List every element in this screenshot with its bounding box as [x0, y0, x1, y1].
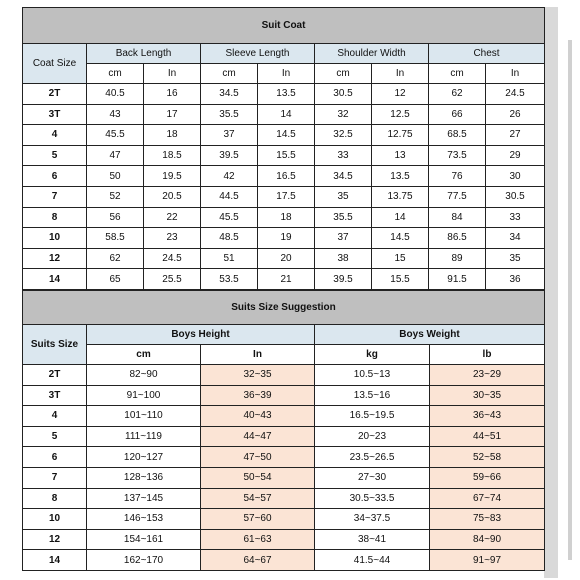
suits-size-cell: 7 — [23, 467, 87, 488]
coat-value-cell: 16.5 — [258, 166, 315, 187]
suits-size-table — [22, 290, 545, 571]
suits-value-cell: 64~67 — [201, 550, 315, 571]
suits-table-row — [23, 364, 545, 385]
coat-value-cell: 17.5 — [258, 186, 315, 207]
coat-value-cell: 36 — [486, 269, 545, 290]
coat-value-cell: 84 — [429, 207, 486, 228]
suits-value-cell: 16.5~19.5 — [315, 406, 430, 427]
coat-table-row — [23, 269, 545, 290]
coat-value-cell: 86.5 — [429, 228, 486, 249]
suits-table-row — [23, 447, 545, 468]
suits-value-cell: 82~90 — [87, 364, 201, 385]
suits-size-cell: 14 — [23, 550, 87, 571]
coat-value-cell: 39.5 — [315, 269, 372, 290]
suits-value-cell: 40~43 — [201, 406, 315, 427]
coat-size-cell: 3T — [23, 104, 87, 125]
suits-value-cell: 23~29 — [430, 364, 545, 385]
coat-value-cell: 37 — [315, 228, 372, 249]
coat-unit-header: cm — [315, 64, 372, 84]
coat-table-row — [23, 228, 545, 249]
coat-value-cell: 91.5 — [429, 269, 486, 290]
suits-table-row — [23, 406, 545, 427]
suits-value-cell: 101~110 — [87, 406, 201, 427]
coat-table-row — [23, 248, 545, 269]
coat-value-cell: 14.5 — [258, 125, 315, 146]
suits-value-cell: 162~170 — [87, 550, 201, 571]
suits-value-cell: 91~97 — [430, 550, 545, 571]
coat-value-cell: 35.5 — [201, 104, 258, 125]
coat-value-cell: 13.5 — [258, 84, 315, 105]
coat-table-row — [23, 125, 545, 146]
suits-size-cell: 6 — [23, 447, 87, 468]
coat-table-row — [23, 207, 545, 228]
coat-value-cell: 25.5 — [144, 269, 201, 290]
suits-value-cell: 23.5~26.5 — [315, 447, 430, 468]
suits-unit-header: cm — [87, 344, 201, 364]
coat-size-cell: 12 — [23, 248, 87, 269]
suits-value-cell: 75~83 — [430, 509, 545, 530]
suits-value-cell: 36~39 — [201, 385, 315, 406]
suits-value-cell: 13.5~16 — [315, 385, 430, 406]
right-edge-line — [568, 40, 572, 560]
coat-value-cell: 12.5 — [372, 104, 429, 125]
coat-table-row — [23, 145, 545, 166]
suits-value-cell: 154~161 — [87, 529, 201, 550]
coat-value-cell: 35 — [486, 248, 545, 269]
suits-value-cell: 59~66 — [430, 467, 545, 488]
coat-value-cell: 18 — [258, 207, 315, 228]
coat-value-cell: 15.5 — [258, 145, 315, 166]
suits-value-cell: 84~90 — [430, 529, 545, 550]
suits-value-cell: 61~63 — [201, 529, 315, 550]
chest-header: Chest — [429, 44, 545, 64]
size-chart-sheet — [22, 7, 544, 578]
coat-value-cell: 32 — [315, 104, 372, 125]
coat-value-cell: 18.5 — [144, 145, 201, 166]
suits-size-cell: 4 — [23, 406, 87, 427]
coat-value-cell: 58.5 — [87, 228, 144, 249]
suits-value-cell: 30.5~33.5 — [315, 488, 430, 509]
suit-coat-title: Suit Coat — [23, 8, 545, 44]
coat-value-cell: 30 — [486, 166, 545, 187]
suits-value-cell: 10.5~13 — [315, 364, 430, 385]
coat-value-cell: 47 — [87, 145, 144, 166]
suits-value-cell: 47~50 — [201, 447, 315, 468]
suits-value-cell: 111~119 — [87, 426, 201, 447]
coat-unit-header: In — [486, 64, 545, 84]
coat-value-cell: 30.5 — [315, 84, 372, 105]
suits-value-cell: 137~145 — [87, 488, 201, 509]
coat-value-cell: 43 — [87, 104, 144, 125]
coat-value-cell: 35 — [315, 186, 372, 207]
coat-value-cell: 66 — [429, 104, 486, 125]
suits-value-cell: 41.5~44 — [315, 550, 430, 571]
coat-value-cell: 13.5 — [372, 166, 429, 187]
suits-value-cell: 30~35 — [430, 385, 545, 406]
coat-size-cell: 6 — [23, 166, 87, 187]
coat-value-cell: 68.5 — [429, 125, 486, 146]
coat-value-cell: 15.5 — [372, 269, 429, 290]
suits-value-cell: 36~43 — [430, 406, 545, 427]
coat-table-row — [23, 104, 545, 125]
suits-value-cell: 20~23 — [315, 426, 430, 447]
coat-value-cell: 13.75 — [372, 186, 429, 207]
coat-value-cell: 65 — [87, 269, 144, 290]
suits-size-cell: 2T — [23, 364, 87, 385]
suits-size-header: Suits Size — [23, 324, 87, 364]
coat-value-cell: 40.5 — [87, 84, 144, 105]
coat-value-cell: 73.5 — [429, 145, 486, 166]
suits-size-cell: 8 — [23, 488, 87, 509]
coat-value-cell: 14.5 — [372, 228, 429, 249]
coat-value-cell: 15 — [372, 248, 429, 269]
coat-unit-header: cm — [87, 64, 144, 84]
coat-value-cell: 34.5 — [315, 166, 372, 187]
coat-unit-header: In — [258, 64, 315, 84]
coat-value-cell: 30.5 — [486, 186, 545, 207]
coat-value-cell: 37 — [201, 125, 258, 146]
suits-value-cell: 44~47 — [201, 426, 315, 447]
suits-table-row — [23, 488, 545, 509]
coat-value-cell: 19 — [258, 228, 315, 249]
coat-table-row — [23, 186, 545, 207]
coat-value-cell: 33 — [315, 145, 372, 166]
coat-value-cell: 51 — [201, 248, 258, 269]
coat-value-cell: 45.5 — [87, 125, 144, 146]
coat-value-cell: 62 — [87, 248, 144, 269]
suits-value-cell: 52~58 — [430, 447, 545, 468]
suits-table-row — [23, 385, 545, 406]
coat-size-cell: 5 — [23, 145, 87, 166]
suits-size-cell: 5 — [23, 426, 87, 447]
coat-value-cell: 89 — [429, 248, 486, 269]
suits-unit-header: In — [201, 344, 315, 364]
coat-value-cell: 12 — [372, 84, 429, 105]
right-edge-shadow — [544, 7, 558, 578]
coat-value-cell: 77.5 — [429, 186, 486, 207]
suits-value-cell: 27~30 — [315, 467, 430, 488]
suits-table-row — [23, 550, 545, 571]
coat-size-cell: 14 — [23, 269, 87, 290]
coat-value-cell: 17 — [144, 104, 201, 125]
suits-table-row — [23, 509, 545, 530]
coat-size-cell: 4 — [23, 125, 87, 146]
coat-value-cell: 26 — [486, 104, 545, 125]
suits-value-cell: 57~60 — [201, 509, 315, 530]
suits-size-cell: 10 — [23, 509, 87, 530]
coat-value-cell: 14 — [258, 104, 315, 125]
coat-table-row — [23, 166, 545, 187]
coat-value-cell: 16 — [144, 84, 201, 105]
coat-unit-header: cm — [201, 64, 258, 84]
coat-value-cell: 23 — [144, 228, 201, 249]
coat-value-cell: 18 — [144, 125, 201, 146]
suit-coat-table — [22, 7, 545, 290]
coat-value-cell: 21 — [258, 269, 315, 290]
suits-value-cell: 120~127 — [87, 447, 201, 468]
coat-value-cell: 19.5 — [144, 166, 201, 187]
sleeve-length-header: Sleeve Length — [201, 44, 315, 64]
suits-value-cell: 38~41 — [315, 529, 430, 550]
suits-value-cell: 50~54 — [201, 467, 315, 488]
coat-value-cell: 29 — [486, 145, 545, 166]
boys-height-header: Boys Height — [87, 324, 315, 344]
coat-value-cell: 76 — [429, 166, 486, 187]
coat-value-cell: 48.5 — [201, 228, 258, 249]
coat-value-cell: 20 — [258, 248, 315, 269]
coat-size-cell: 8 — [23, 207, 87, 228]
coat-value-cell: 33 — [486, 207, 545, 228]
coat-value-cell: 34 — [486, 228, 545, 249]
coat-value-cell: 20.5 — [144, 186, 201, 207]
coat-value-cell: 62 — [429, 84, 486, 105]
suits-unit-header: lb — [430, 344, 545, 364]
suits-value-cell: 146~153 — [87, 509, 201, 530]
coat-unit-header: cm — [429, 64, 486, 84]
coat-size-cell: 7 — [23, 186, 87, 207]
suits-size-title: Suits Size Suggestion — [23, 290, 545, 324]
suits-table-row — [23, 467, 545, 488]
coat-value-cell: 22 — [144, 207, 201, 228]
coat-value-cell: 14 — [372, 207, 429, 228]
suits-value-cell: 67~74 — [430, 488, 545, 509]
coat-unit-header: In — [144, 64, 201, 84]
coat-value-cell: 34.5 — [201, 84, 258, 105]
coat-size-header: Coat Size — [23, 44, 87, 84]
coat-table-row — [23, 84, 545, 105]
suits-value-cell: 128~136 — [87, 467, 201, 488]
coat-size-cell: 10 — [23, 228, 87, 249]
boys-weight-header: Boys Weight — [315, 324, 545, 344]
coat-value-cell: 44.5 — [201, 186, 258, 207]
coat-value-cell: 12.75 — [372, 125, 429, 146]
suits-value-cell: 32~35 — [201, 364, 315, 385]
coat-value-cell: 39.5 — [201, 145, 258, 166]
suits-value-cell: 34~37.5 — [315, 509, 430, 530]
coat-value-cell: 42 — [201, 166, 258, 187]
coat-value-cell: 50 — [87, 166, 144, 187]
coat-value-cell: 38 — [315, 248, 372, 269]
back-length-header: Back Length — [87, 44, 201, 64]
coat-value-cell: 45.5 — [201, 207, 258, 228]
suits-table-row — [23, 426, 545, 447]
coat-value-cell: 27 — [486, 125, 545, 146]
shoulder-width-header: Shoulder Width — [315, 44, 429, 64]
suits-unit-header: kg — [315, 344, 430, 364]
coat-value-cell: 24.5 — [486, 84, 545, 105]
coat-unit-header: In — [372, 64, 429, 84]
suits-size-cell: 3T — [23, 385, 87, 406]
coat-value-cell: 32.5 — [315, 125, 372, 146]
coat-size-cell: 2T — [23, 84, 87, 105]
coat-value-cell: 35.5 — [315, 207, 372, 228]
suits-value-cell: 44~51 — [430, 426, 545, 447]
coat-value-cell: 52 — [87, 186, 144, 207]
coat-value-cell: 53.5 — [201, 269, 258, 290]
coat-value-cell: 56 — [87, 207, 144, 228]
suits-size-cell: 12 — [23, 529, 87, 550]
suits-value-cell: 91~100 — [87, 385, 201, 406]
suits-table-row — [23, 529, 545, 550]
coat-value-cell: 24.5 — [144, 248, 201, 269]
coat-value-cell: 13 — [372, 145, 429, 166]
suits-value-cell: 54~57 — [201, 488, 315, 509]
